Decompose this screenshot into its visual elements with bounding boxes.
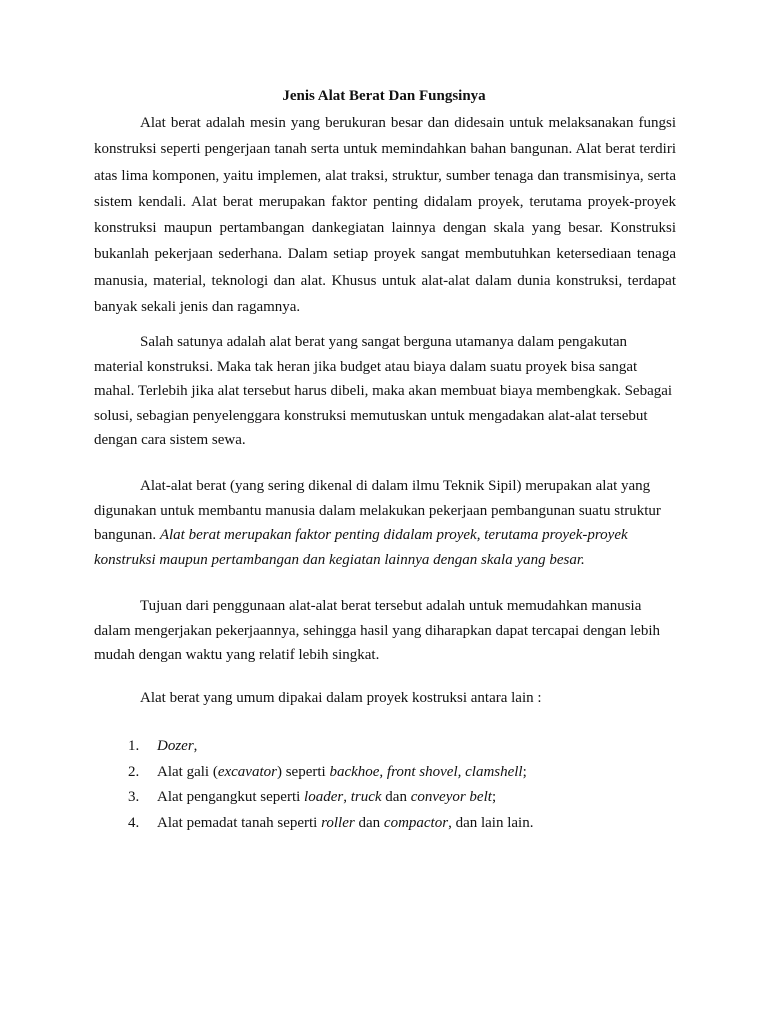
list-item-text: ) seperti bbox=[276, 763, 330, 780]
list-item-text: Alat gali ( bbox=[157, 763, 218, 780]
list-item-number: 2. bbox=[128, 763, 140, 780]
list-item-italic-text: compactor bbox=[383, 814, 449, 831]
list-item bbox=[128, 811, 688, 837]
paragraph-definition-text: Alat-alat berat (yang sering dikenal di dalam ilmu Teknik Sipil) merupakan alat yang digunakan untuk membantu manusia dalam melakukan pekerjaan pembangunan suatu struktur bangunan. bbox=[94, 478, 661, 543]
equipment-list bbox=[128, 734, 688, 836]
paragraph-definition bbox=[94, 474, 676, 572]
list-item-italic-text: loader bbox=[304, 789, 344, 805]
paragraph-definition-italic: Alat berat merupakan faktor penting didalam proyek, terutama proyek-proyek konstruksi maupun pertambangan dan kegiatan lainnya dengan skala yang besar. bbox=[94, 527, 628, 568]
list-item-italic-text: excavator bbox=[217, 763, 277, 780]
paragraph-intro: Alat berat adalah mesin yang berukuran besar dan didesain untuk melaksanakan fungsi konstruksi seperti pengerjaan tanah serta untuk memindahkan bahan bangunan. Alat berat terdiri atas lima komponen, yaitu implemen, alat traksi, struktur, sumber tenaga dan transmisinya, serta sistem kendali. Alat berat merupakan faktor penting didalam proyek, terutama proyek-proyek konstruksi maupun pertambangan dankegiatan lainnya dengan skala yang besar. Konstruksi bukanlah pekerjaan sederhana. Dalam setiap proyek sangat membutuhkan ketersediaan tenaga manusia, material, teknologi dan alat. Khusus untuk alat-alat dalam dunia konstruksi, terdapat banyak sekali jenis dan ragamnya. bbox=[94, 115, 676, 316]
list-item-text: , bbox=[193, 738, 198, 754]
list-item-italic-text: roller bbox=[321, 814, 355, 831]
list-item bbox=[128, 785, 688, 811]
list-item-italic-text: backhoe, front shovel, clamshell bbox=[329, 763, 523, 780]
list-item-text: Alat pemadat tanah seperti bbox=[157, 814, 322, 831]
list-item-text: , bbox=[343, 789, 351, 805]
list-item-text: ; bbox=[522, 763, 527, 780]
list-item bbox=[128, 734, 688, 760]
list-item-italic-text: conveyor belt bbox=[410, 789, 492, 805]
paragraph-rental: Salah satunya adalah alat berat yang sangat berguna utamanya dalam pengakutan material konstruksi. Maka tak heran jika budget atau biaya dalam suatu proyek bisa sangat mahal. Terlebih jika alat tersebut harus dibeli, maka akan membuat biaya membengkak. Sebagai solusi, sebagian penyelenggara konstruksi memutuskan untuk mengadakan alat-alat tersebut dengan cara sistem sewa. bbox=[94, 334, 673, 448]
list-item-italic-text: Dozer bbox=[157, 738, 194, 754]
list-item-text: dan bbox=[381, 789, 411, 805]
list-item bbox=[128, 760, 688, 786]
list-item-italic-text: truck bbox=[350, 789, 382, 805]
document-title: Jenis Alat Berat Dan Fungsinya bbox=[282, 88, 486, 104]
paragraph-purpose: Tujuan dari penggunaan alat-alat berat tersebut adalah untuk memudahkan manusia dalam mengerjakan pekerjaannya, sehingga hasil yang diharapkan dapat tercapai dengan lebih mudah dengan waktu yang relatif lebih singkat. bbox=[94, 598, 661, 663]
list-item-text: ; bbox=[491, 789, 497, 805]
list-item-text: , dan lain lain. bbox=[448, 814, 534, 831]
list-item-text: dan bbox=[354, 814, 384, 831]
paragraph-list-intro: Alat berat yang umum dipakai dalam proyek kostruksi antara lain : bbox=[140, 690, 542, 706]
list-item-number: 4. bbox=[128, 814, 140, 831]
list-item-number: 1. bbox=[128, 738, 140, 754]
list-item-text: Alat pengangkut seperti bbox=[157, 789, 305, 805]
list-item-number: 3. bbox=[128, 789, 140, 805]
